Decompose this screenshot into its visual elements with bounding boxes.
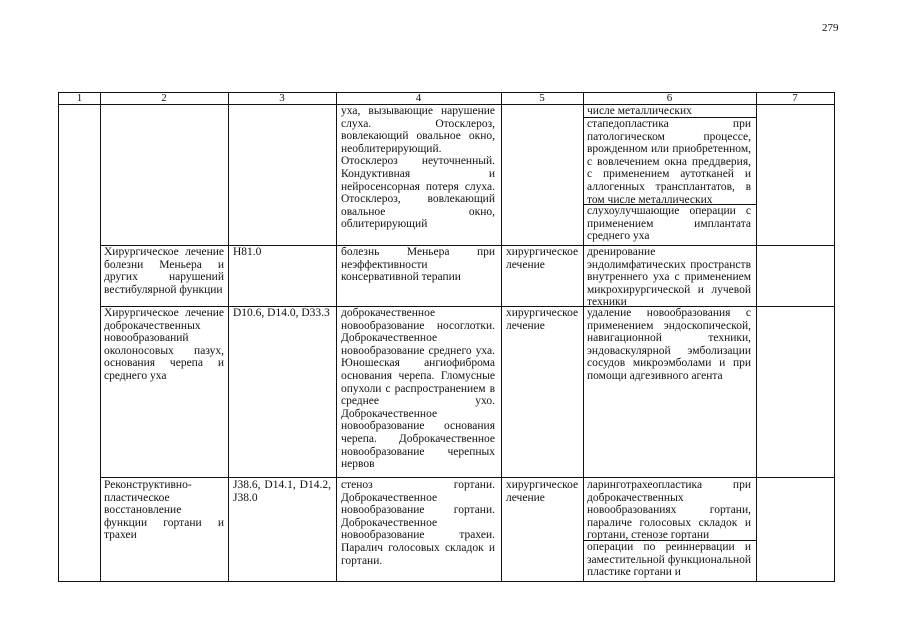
header-col-7: 7: [792, 92, 798, 104]
row4-type: хирургическое лечение: [506, 479, 579, 504]
row3-type: хирургическое лечение: [506, 307, 579, 332]
col-divider: [228, 93, 229, 581]
medical-procedures-table: [58, 92, 835, 582]
header-col-2: 2: [161, 92, 167, 104]
header-col-3: 3: [279, 92, 285, 104]
row2-diagnosis: болезнь Меньера при неэффективности консервативной терапии: [341, 246, 495, 284]
row1-method-c: слухоулучшающие операции с применением имплантата среднего уха: [587, 205, 751, 243]
row2-method: дренирование эндолимфатических пространств внутреннего уха с применением микрохирургической и лучевой техники: [587, 246, 751, 309]
row3-diagnosis: доброкачественное новообразование носоглотки. Доброкачественное новообразование среднего уха. Юношеская ангиофиброма основания черепа. Гломусные опухоли с распространением в среднее ухо. Доброкачественное новообразование основания черепа. Доброкачественное новообразование черепных нервов: [341, 307, 495, 471]
row-divider: [100, 477, 834, 478]
row3-codes: D10.6, D14.0, D33.3: [233, 307, 330, 319]
header-col-5: 5: [539, 92, 545, 104]
header-col-1: 1: [76, 92, 83, 104]
row3-method: удаление новообразования с применением эндоскопической, навигационной техники, эндоваскулярной эмболизации сосудов микроэмболами и при помощи адгезивного агента: [587, 307, 751, 382]
header-col-4: 4: [415, 92, 422, 104]
row4-treatment: Реконструктивно-пластическое восстановление функции гортани и трахеи: [104, 479, 224, 542]
row2-codes: H81.0: [233, 246, 262, 258]
col-divider: [100, 93, 101, 581]
row4-method-a: ларинготрахеопластика при доброкачественных новообразованиях гортани, параличе голосовых складок и гортани, стенозе гортани: [587, 479, 751, 542]
page-number: 279: [822, 22, 839, 34]
row2-treatment: Хирургическое лечение болезни Меньера и других нарушений вестибулярной функции: [104, 246, 224, 296]
col-divider: [583, 93, 584, 581]
row4-codes: J38.6, D14.1, D14.2, J38.0: [233, 479, 331, 504]
row3-treatment: Хирургическое лечение доброкачественных новообразований околоносовых пазух, основания черепа и среднего уха: [104, 307, 224, 382]
header-col-6: 6: [666, 92, 673, 104]
col-divider: [501, 93, 502, 581]
row1-method-b: стапедопластика при патологическом процессе, врожденном или приобретенном, с вовлечением окна преддверия, с применением аутотканей и аллогенных трансплантатов, в том числе металлических: [587, 118, 751, 206]
row2-type: хирургическое лечение: [506, 246, 579, 271]
col-divider: [336, 93, 337, 581]
row4-method-b: операции по реиннервации и заместительной функциональной пластике гортани и: [587, 541, 751, 579]
row1-diagnosis: уха, вызывающие нарушение слуха. Отосклероз, вовлекающий овальное окно, необлитерирующий. Отосклероз неуточненный. Кондуктивная и нейросенсорная потеря слуха. Отосклероз, вовлекающий овальное окно, облитерирующий: [341, 105, 495, 231]
row4-diagnosis: стеноз гортани. Доброкачественное новообразование гортани. Доброкачественное новообразование трахеи. Паралич голосовых складок и гортани.: [341, 479, 495, 567]
col-divider: [756, 93, 757, 581]
row1-method-a: числе металлических: [587, 105, 692, 117]
